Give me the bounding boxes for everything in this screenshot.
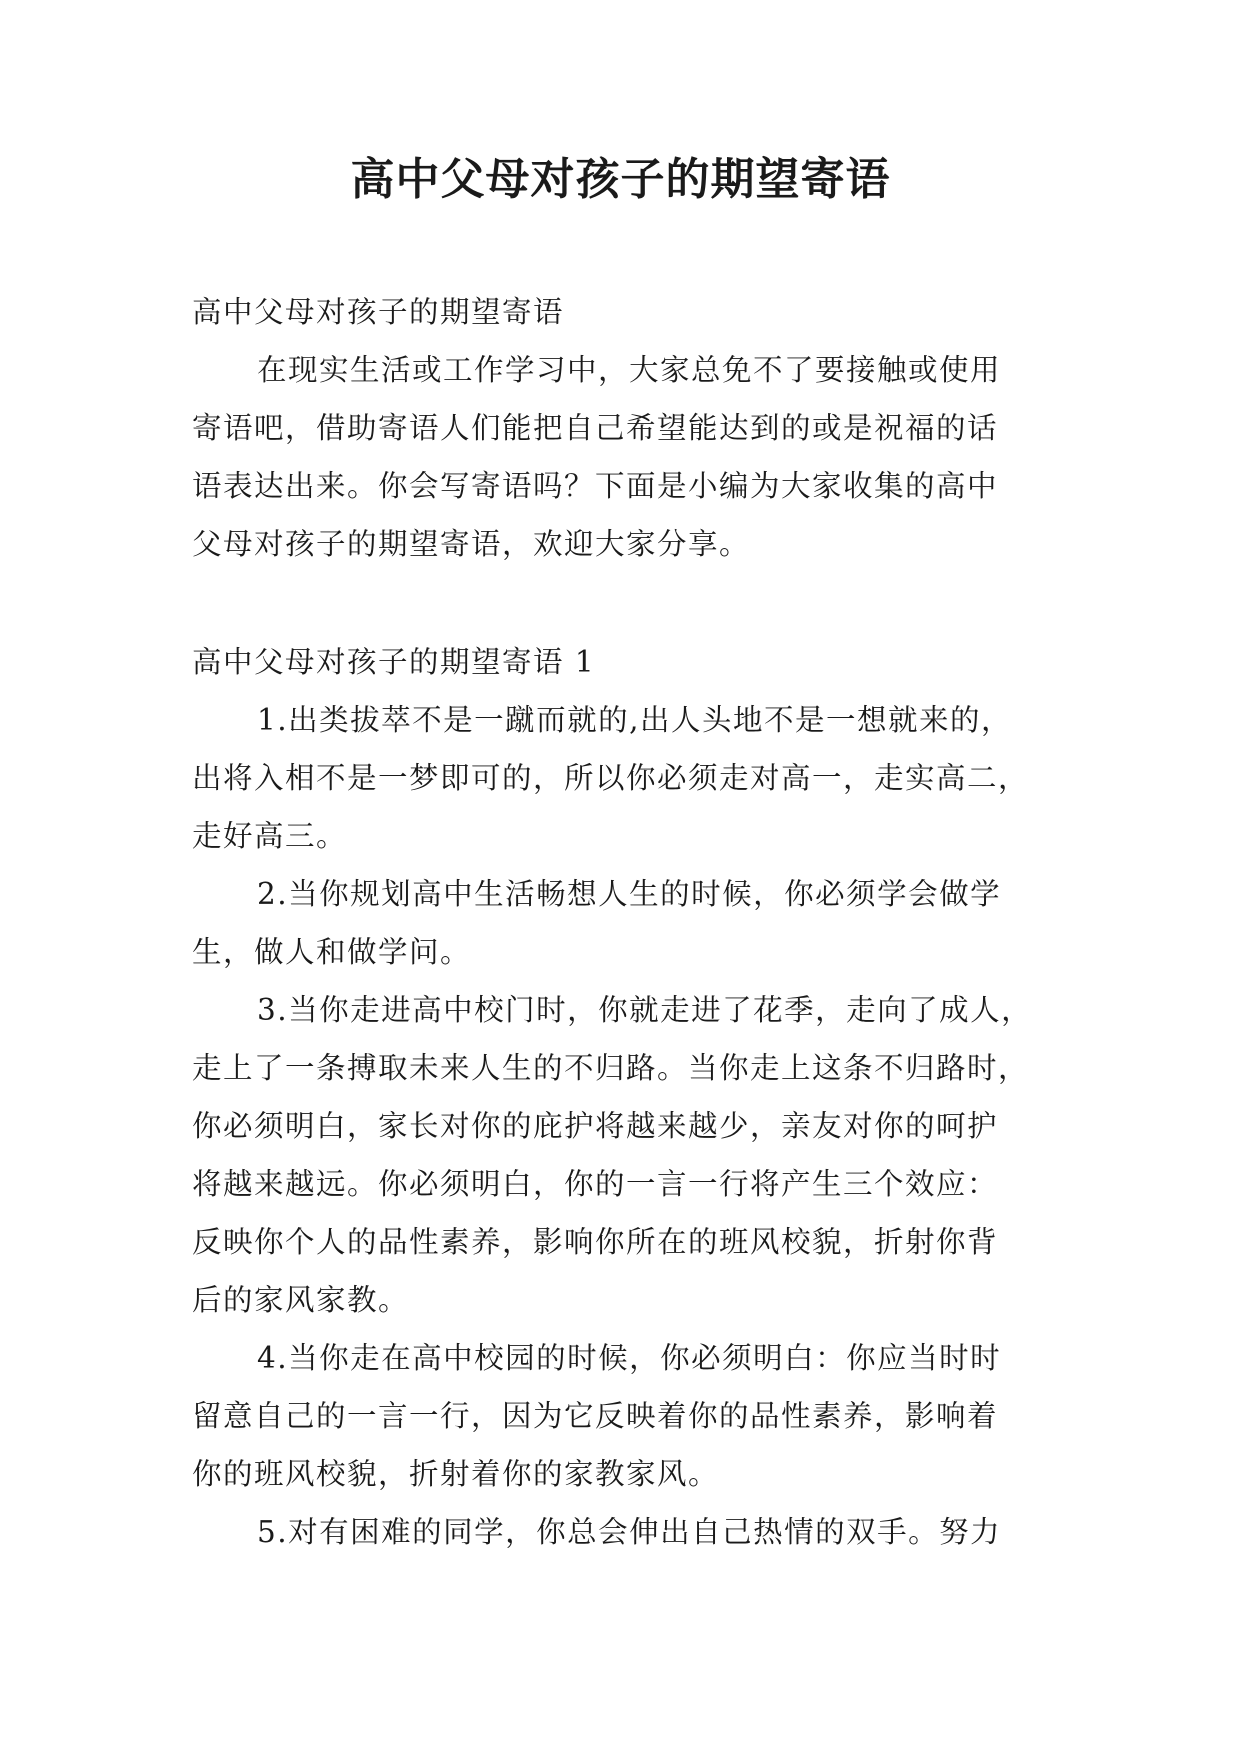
- item-line: 5.对有困难的同学，你总会伸出自己热情的双手。努力: [257, 1515, 1002, 1549]
- intro-line: 父母对孩子的期望寄语，欢迎大家分享。: [192, 527, 751, 561]
- item-line: 你必须明白，家长对你的庇护将越来越少，亲友对你的呵护: [192, 1109, 999, 1143]
- item-line: 你的班风校貌，折射着你的家教家风。: [192, 1457, 720, 1491]
- intro-paragraph: [192, 341, 1050, 573]
- subtitle: 高中父母对孩子的期望寄语: [192, 295, 565, 329]
- item-line: 2.当你规划高中生活畅想人生的时候，你必须学会做学: [257, 877, 1002, 911]
- item-line: 生，做人和做学问。: [192, 935, 472, 969]
- document-title: 高中父母对孩子的期望寄语: [350, 154, 891, 205]
- intro-line: 寄语吧，借助寄语人们能把自己希望能达到的或是祝福的话: [192, 411, 999, 445]
- item-line: 反映你个人的品性素养，影响你所在的班风校貌，折射你背: [192, 1225, 999, 1259]
- item-line: 将越来越远。你必须明白，你的一言一行将产生三个效应：: [192, 1167, 999, 1201]
- item-line: 走好高三。: [192, 819, 348, 853]
- item-line: 走上了一条搏取未来人生的不归路。当你走上这条不归路时，: [192, 1051, 1030, 1085]
- item-2: [192, 865, 1050, 981]
- item-line: 出将入相不是一梦即可的，所以你必须走对高一，走实高二，: [192, 761, 1030, 795]
- item-line: 4.当你走在高中校园的时候，你必须明白：你应当时时: [257, 1341, 1002, 1375]
- item-1: [192, 691, 1050, 865]
- item-line: 3.当你走进高中校门时，你就走进了花季，走向了成人，: [257, 993, 1033, 1027]
- item-3: [192, 981, 1050, 1329]
- section-heading: 高中父母对孩子的期望寄语 1: [192, 645, 596, 679]
- item-5: [192, 1503, 1050, 1561]
- intro-line: 在现实生活或工作学习中，大家总免不了要接触或使用: [257, 353, 1002, 387]
- item-line: 后的家风家教。: [192, 1283, 410, 1317]
- intro-line: 语表达出来。你会写寄语吗？下面是小编为大家收集的高中: [192, 469, 999, 503]
- item-line: 1.出类拔萃不是一蹴而就的,出人头地不是一想就来的，: [257, 703, 1013, 737]
- item-4: [192, 1329, 1050, 1503]
- item-line: 留意自己的一言一行，因为它反映着你的品性素养，影响着: [192, 1399, 999, 1433]
- document-body: [192, 283, 1050, 1561]
- paragraph-gap: [192, 573, 1050, 633]
